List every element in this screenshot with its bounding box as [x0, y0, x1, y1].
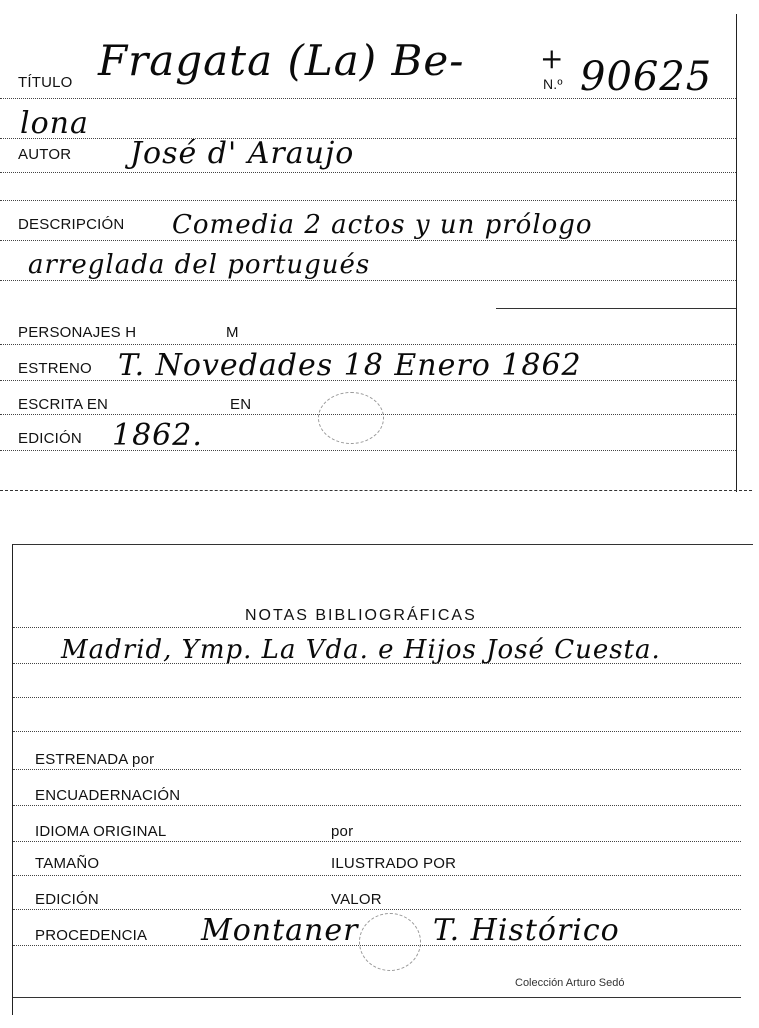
- rule-line: [13, 663, 741, 664]
- rule-line: [0, 172, 736, 173]
- escrita-en-label: ESCRITA EN: [18, 396, 109, 413]
- procedencia-label: PROCEDENCIA: [35, 927, 148, 944]
- stain-mark: [359, 913, 421, 971]
- autor-label: AUTOR: [18, 146, 72, 163]
- rule-line: [13, 875, 741, 876]
- estrenada-label: ESTRENADA por: [35, 751, 155, 768]
- numero-label: N.º: [543, 76, 563, 92]
- rule-line: [13, 731, 741, 732]
- notas-heading: NOTAS BIBLIOGRÁFICAS: [245, 607, 477, 624]
- descripcion-label: DESCRIPCIÓN: [18, 216, 125, 233]
- rule-line: [0, 414, 736, 415]
- tamano-label: TAMAÑO: [35, 855, 100, 872]
- rule-line: [13, 627, 741, 628]
- notas-value: Madrid, Ymp. La Vda. e Hijos José Cuesta.: [61, 635, 661, 665]
- rule-line: [496, 308, 736, 309]
- escrita-en2-label: EN: [230, 396, 252, 413]
- rule-line: [13, 697, 741, 698]
- rule-line: [13, 997, 741, 998]
- procedencia-value-2: T. Histórico: [433, 913, 620, 948]
- rule-line: [13, 805, 741, 806]
- rule-line: [0, 200, 736, 201]
- autor-value: José d' Araujo: [130, 136, 355, 171]
- descripcion-value: Comedia 2 actos y un prólogo: [172, 210, 593, 240]
- titulo-value: Fragata (La) Be-: [98, 36, 465, 85]
- rule-line: [0, 138, 736, 139]
- rule-line: [13, 769, 741, 770]
- card-edge: [0, 490, 752, 491]
- por-label: por: [331, 823, 354, 840]
- descripcion-continuation: arreglada del portugués: [28, 250, 371, 280]
- numero-value: 90625: [580, 54, 713, 100]
- procedencia-value: Montaner: [201, 913, 359, 948]
- ilustrado-label: ILUSTRADO POR: [331, 855, 457, 872]
- rule-line: [13, 841, 741, 842]
- edicion-value: 1862.: [112, 418, 203, 453]
- valor-label: VALOR: [331, 891, 382, 908]
- catalog-card-front: [0, 14, 737, 492]
- rule-line: [0, 344, 736, 345]
- stain-mark: [318, 392, 384, 444]
- rule-line: [0, 280, 736, 281]
- rule-line: [0, 98, 736, 99]
- estreno-label: ESTRENO: [18, 360, 92, 377]
- estreno-value: T. Novedades 18 Enero 1862: [118, 348, 582, 383]
- dagger-mark: +: [540, 42, 565, 75]
- encuadernacion-label: ENCUADERNACIÓN: [35, 787, 181, 804]
- edicion-back-label: EDICIÓN: [35, 891, 99, 908]
- collection-credit: Colección Arturo Sedó: [515, 977, 625, 989]
- personajes-m-label: M: [226, 324, 239, 341]
- rule-line: [0, 380, 736, 381]
- titulo-continuation: lona: [20, 106, 89, 141]
- rule-line: [13, 945, 741, 946]
- rule-line: [0, 240, 736, 241]
- rule-line: [0, 450, 736, 451]
- catalog-card-back: [12, 544, 753, 1015]
- rule-line: [13, 909, 741, 910]
- titulo-label: TÍTULO: [18, 74, 73, 91]
- personajes-h-label: PERSONAJES H: [18, 324, 137, 341]
- idioma-label: IDIOMA ORIGINAL: [35, 823, 167, 840]
- edicion-label: EDICIÓN: [18, 430, 82, 447]
